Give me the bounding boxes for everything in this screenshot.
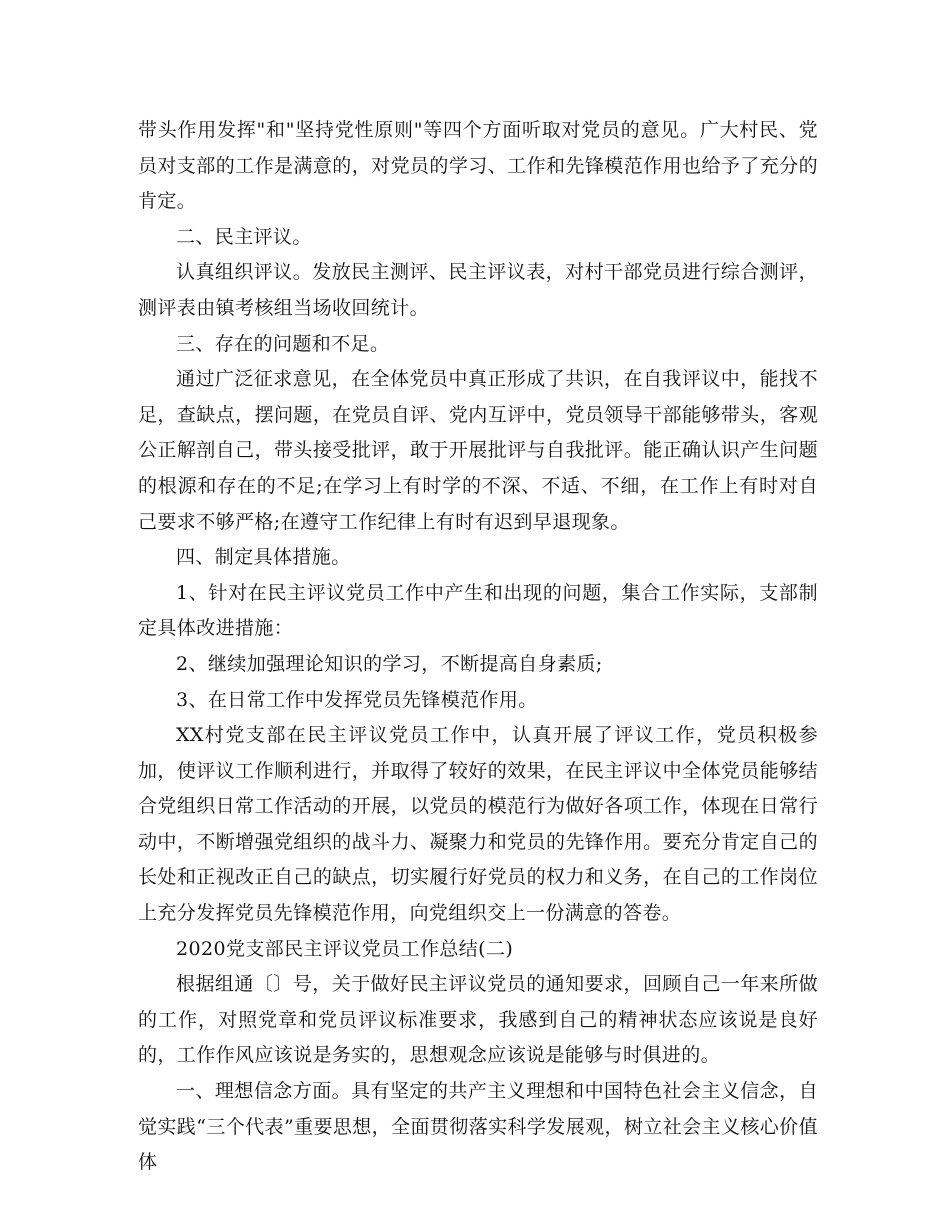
measure-item-2: 2、继续加强理论知识的学习，不断提高自身素质; <box>176 652 603 675</box>
paragraph-review-intro: 根据组通〔〕号，关于做好民主评议党员的通知要求，回顾自己一年来所做的工作，对照党章和党员评议标准要求，我感到自己的精神状态应该说是良好的，工作作风应该说是务实的，思想观念应该说是能够与时俱进的。 <box>138 973 818 1067</box>
measure-item-1: 1、针对在民主评议党员工作中产生和出现的问题，集合工作实际，支部制定具体改进措施： <box>138 581 818 640</box>
section-title-part-two: 2020党支部民主评议党员工作总结(二) <box>176 937 514 960</box>
measure-item-3: 3、在日常工作中发挥党员先锋模范作用。 <box>176 688 538 711</box>
heading-democratic-review: 二、民主评议。 <box>176 225 312 248</box>
paragraph-continuation: 带头作用发挥"和"坚持党性原则"等四个方面听取对党员的意见。广大村民、党员对支部的工作是满意的，对党员的学习、工作和先锋模范作用也给予了充分的肯定。 <box>138 119 818 213</box>
heading-measures: 四、制定具体措施。 <box>176 546 351 569</box>
heading-problems: 三、存在的问题和不足。 <box>176 332 390 355</box>
paragraph-summary: XX村党支部在民主评议党员工作中，认真开展了评议工作，党员积极参加，使评议工作顺利进行，并取得了较好的效果，在民主评议中全体党员能够结合党组织日常工作活动的开展，以党员的模范行为做好各项工作，体现在日常行动中，不断增强党组织的战斗力、凝聚力和党员的先锋作用。要充分肯定自己的长处和正视改正自己的缺点，切实履行好党员的权力和义务，在自己的工作岗位上充分发挥党员先锋模范作用，向党组织交上一份满意的答卷。 <box>138 724 818 925</box>
paragraph-ideals-beliefs: 一、理想信念方面。具有坚定的共产主义理想和中国特色社会主义信念，自觉实践“三个代表”重要思想，全面贯彻落实科学发展观，树立社会主义核心价值体 <box>138 1080 818 1174</box>
paragraph-problems: 通过广泛征求意见，在全体党员中真正形成了共识，在自我评议中，能找不足，查缺点，摆问题，在党员自评、党内互评中，党员领导干部能够带头，客观公正解剖自己，带头接受批评，敢于开展批评与自我批评。能正确认识产生问题的根源和存在的不足;在学习上有时学的不深、不适、不细，在工作上有时对自己要求不够严格;在遵守工作纪律上有时有迟到早退现象。 <box>138 368 818 533</box>
paragraph-organize-review: 认真组织评议。发放民主测评、民主评议表，对村干部党员进行综合测评，测评表由镇考核组当场收回统计。 <box>138 261 818 319</box>
document-body <box>138 113 818 1181</box>
